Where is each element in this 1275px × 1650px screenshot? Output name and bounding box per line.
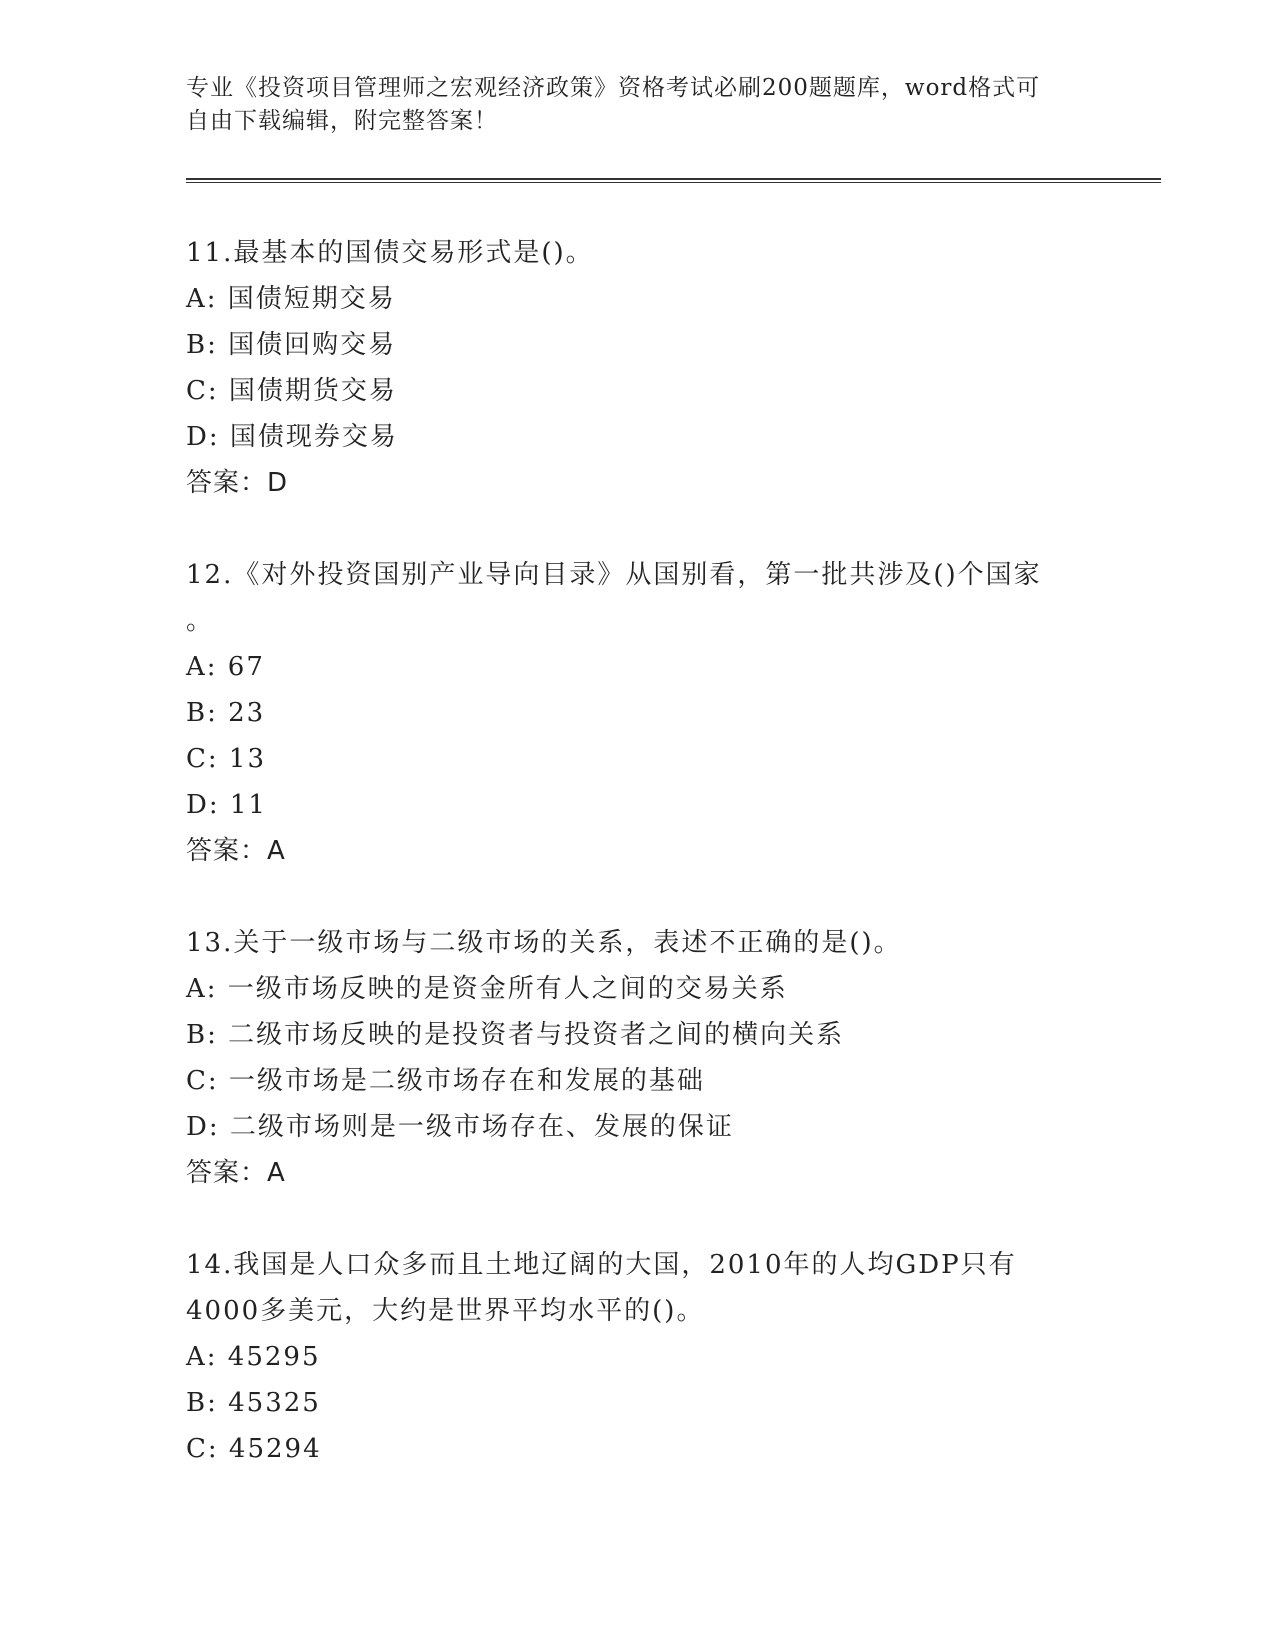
option-c: C: 45294 (186, 1434, 322, 1464)
option-d: D: 11 (186, 790, 267, 820)
option-b: B: 45325 (186, 1388, 321, 1418)
question-list (186, 230, 1161, 1518)
header-divider (186, 178, 1161, 183)
question-stem: 11.最基本的国债交易形式是()。 (186, 238, 594, 268)
question-stem: 14.我国是人口众多而且土地辽阔的大国，2010年的人均GDP只有 (186, 1250, 1017, 1280)
option-a: A: 一级市场反映的是资金所有人之间的交易关系 (186, 974, 788, 1004)
option-c: C: 一级市场是二级市场存在和发展的基础 (186, 1066, 705, 1096)
answer-label: 答案：A (186, 1158, 286, 1188)
answer-label: 答案：D (186, 468, 289, 498)
option-c: C: 国债期货交易 (186, 376, 397, 406)
header-title-line-1: 专业《投资项目管理师之宏观经济政策》资格考试必刷200题题库，word格式可 (186, 75, 1041, 101)
option-a: A: 45295 (186, 1342, 321, 1372)
question-11 (186, 230, 1161, 506)
answer-label: 答案：A (186, 836, 286, 866)
option-a: A: 67 (186, 652, 265, 682)
option-b: B: 国债回购交易 (186, 330, 397, 360)
option-c: C: 13 (186, 744, 267, 774)
option-b: B: 23 (186, 698, 266, 728)
header-title-line-2: 自由下载编辑，附完整答案！ (186, 108, 498, 134)
question-13 (186, 920, 1161, 1196)
document-header (186, 72, 1066, 138)
question-14 (186, 1242, 1161, 1472)
question-12 (186, 552, 1161, 874)
option-b: B: 二级市场反映的是投资者与投资者之间的横向关系 (186, 1020, 845, 1050)
option-d: D: 国债现券交易 (186, 422, 398, 452)
question-stem: 13.关于一级市场与二级市场的关系，表述不正确的是()。 (186, 928, 902, 958)
question-stem-continued: 。 (186, 606, 215, 636)
question-stem-continued: 4000多美元，大约是世界平均水平的()。 (186, 1296, 705, 1326)
option-a: A: 国债短期交易 (186, 284, 396, 314)
question-stem: 12.《对外投资国别产业导向目录》从国别看，第一批共涉及()个国家 (186, 560, 1042, 590)
option-d: D: 二级市场则是一级市场存在、发展的保证 (186, 1112, 734, 1142)
